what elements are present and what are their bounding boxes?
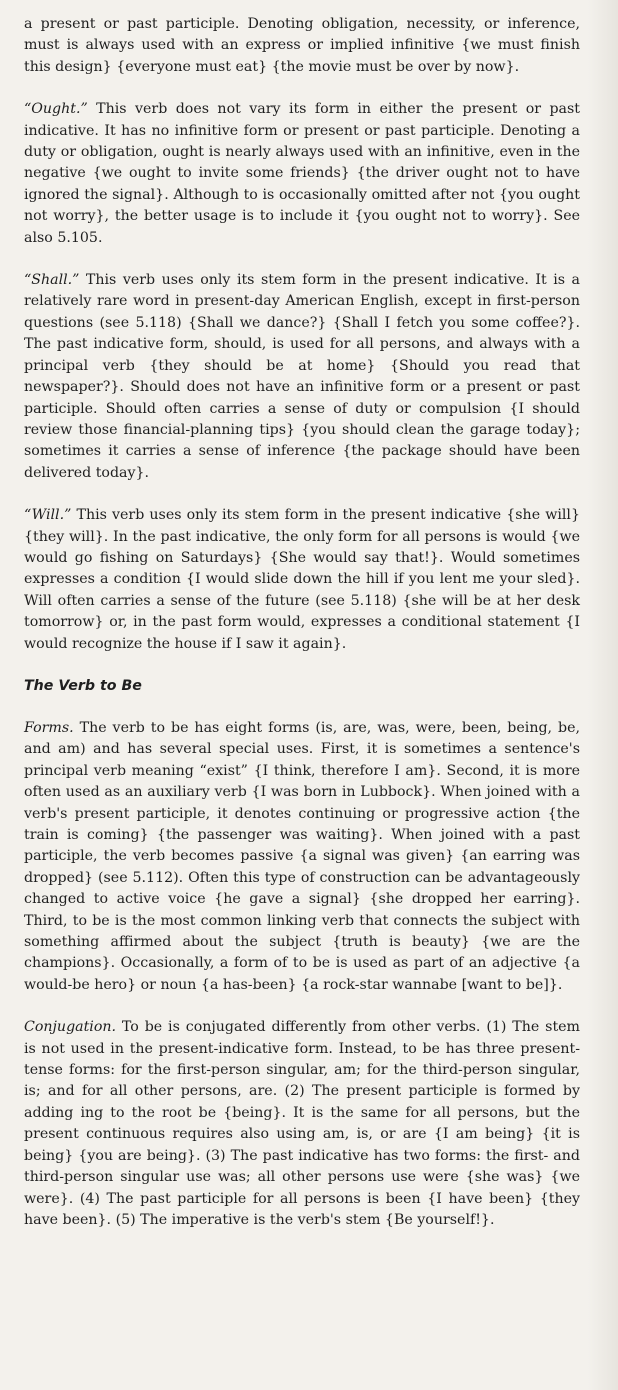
paragraph-must-continued [24, 14, 580, 78]
paragraph-text: a present or past participle. Denoting obligation, necessity, or inference, must is always used with an express or implied infinitive {we must finish this design} {everyone must eat} {the movie must be over by now}. [24, 16, 580, 75]
paragraph-gap [24, 996, 580, 1017]
paragraph-lead-forms: Forms. [24, 719, 74, 736]
paragraph-text: The verb to be has eight forms (is, are, was, were, been, being, be, and am) and has several special uses. First, it is sometimes a sentence's principal verb meaning “exist” {I think, therefore I am}. Second, it is more often used as an auxiliary verb {I was born in Lubbock}. When joined with a verb's present participle, it denotes continuing or progressive action {the train is coming} {the passenger was waiting}. When joined with a past participle, the verb becomes passive {a signal was given} {an earring was dropped} (see 5.112). Often this type of construction can be advantageously changed to active voice {he gave a signal} {she dropped her earring}. Third, to be is the most common linking verb that connects the subject with something affirmed about the subject {truth is beauty} {we are the champions}. Occasionally, a form of to be is used as part of an adjective {a would-be hero} or noun {a has-been} {a rock-star wannabe [want to be]}. [24, 719, 580, 993]
paragraph-gap [24, 655, 580, 676]
paragraph-lead-conjugation: Conjugation. [24, 1019, 117, 1036]
paragraph-will [24, 505, 580, 655]
paragraph-shall [24, 270, 580, 484]
paragraph-forms [24, 718, 580, 996]
paragraph-lead-will: “Will.” [24, 507, 72, 524]
paragraph-gap [24, 697, 580, 718]
paragraph-ought [24, 99, 580, 249]
paragraph-gap [24, 249, 580, 270]
page-edge-shadow [588, 0, 618, 1390]
paragraph-text: This verb uses only its stem form in the present indicative. It is a relatively rare word in present-day American English, except in first-person questions (see 5.118) {Shall we dance?} {Shall I fetch you some coffee?}. The past indicative form, should, is used for all persons, and always with a principal verb {they should be at home} {Should you read that newspaper?}. Should does not have an infinitive form or a present or past participle. Should often carries a sense of duty or compulsion {I should review those financial-planning tips} {you should clean the garage today}; sometimes it carries a sense of inference {the package should have been delivered today}. [24, 272, 580, 481]
paragraph-gap [24, 484, 580, 505]
paragraph-text: This verb does not vary its form in either the present or past indicative. It has no infinitive form or present or past participle. Denoting a duty or obligation, ought is nearly always used with an infinitive, even in the negative {we ought to invite some friends} {the driver ought not to have ignored the signal}. Although to is occasionally omitted after not {you ought not worry}, the better usage is to include it {you ought not to worry}. See also 5.105. [24, 101, 580, 246]
paragraph-text: This verb uses only its stem form in the present indicative {she will} {they will}. In the past indicative, the only form for all persons is would {we would go fishing on Saturdays} {She would say that!}. Would sometimes expresses a condition {I would slide down the hill if you lent me your sled}. Will often carries a sense of the future (see 5.118) {she will be at her desk tomorrow} or, in the past form would, expresses a conditional statement {I would recognize the house if I saw it again}. [24, 507, 580, 652]
paragraph-conjugation [24, 1017, 580, 1231]
paragraph-lead-shall: “Shall.” [24, 272, 80, 289]
paragraph-text: To be is conjugated differently from other verbs. (1) The stem is not used in the present-indicative form. Instead, to be has three present-tense forms: for the first-person singular, am; for the third-person singular, is; and for all other persons, are. (2) The present participle is formed by adding ing to the root be {being}. It is the same for all persons, but the present continuous requires also using am, is, or are {I am being} {it is being} {you are being}. (3) The past indicative has two forms: the first- and third-person singular use was; all other persons use were {she was} {we were}. (4) The past participle for all persons is been {I have been} {they have been}. (5) The imperative is the verb's stem {Be yourself!}. [24, 1019, 580, 1228]
paragraph-gap [24, 78, 580, 99]
section-heading: The Verb to Be [24, 677, 142, 694]
paragraph-lead-ought: “Ought.” [24, 101, 88, 118]
